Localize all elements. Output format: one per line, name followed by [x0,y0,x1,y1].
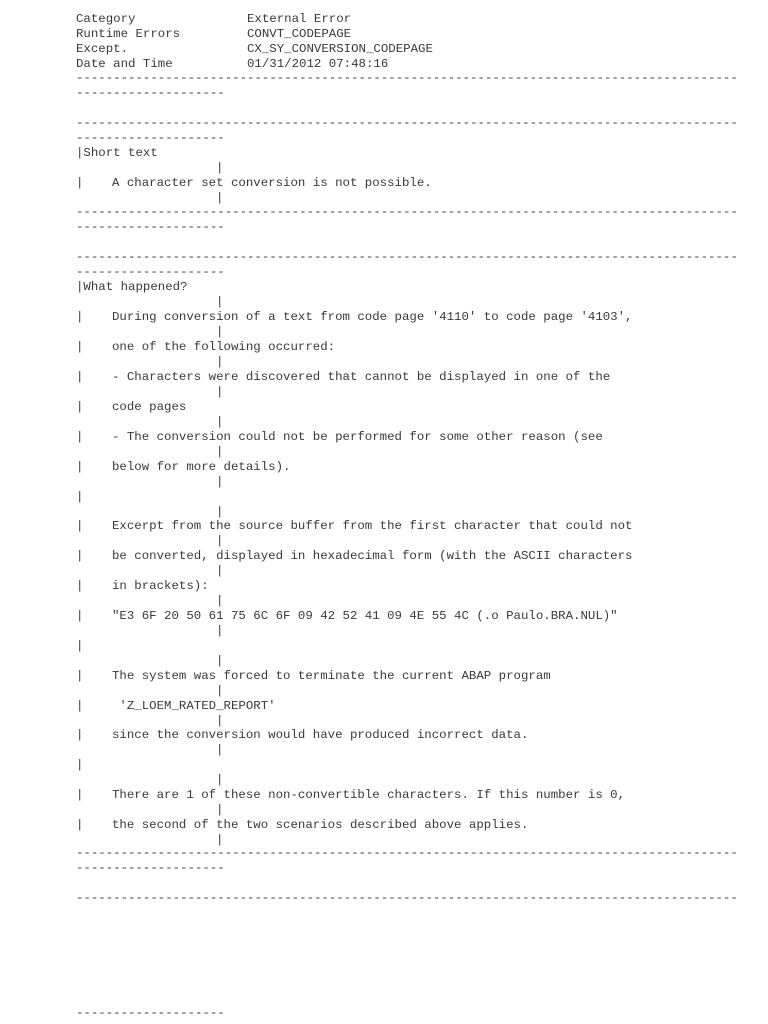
column-bar: | [216,714,224,728]
column-bar: | [216,743,224,757]
margin-bar: | [76,519,84,533]
exception-value: CX_SY_CONVERSION_CODEPAGE [247,42,433,56]
separator-rule-tail: -------------------- [76,220,225,234]
margin-bar: | [76,758,84,772]
hex-excerpt-line: "E3 6F 20 50 61 75 6C 6F 09 42 52 41 09 4E 55 4C (.o Paulo.BRA.NUL)" [112,609,618,623]
column-bar: | [216,594,224,608]
category-label: Category [76,12,136,26]
what-happened-line: be converted, displayed in hexadecimal form (with the ASCII characters [112,549,633,563]
what-happened-line: The system was forced to terminate the current ABAP program [112,669,551,683]
margin-bar: | [76,430,84,444]
separator-rule-tail: -------------------- [76,265,225,279]
margin-bar: | [76,549,84,563]
column-bar: | [216,415,224,429]
column-bar: | [216,191,224,205]
margin-bar: | [76,176,84,190]
short-text-line: A character set conversion is not possible. [112,176,432,190]
runtime-errors-label: Runtime Errors [76,27,181,41]
column-bar: | [216,803,224,817]
column-bar: | [216,564,224,578]
column-bar: | [216,624,224,638]
column-bar: | [216,355,224,369]
category-value: External Error [247,12,352,26]
margin-bar: | [76,579,84,593]
what-happened-line: below for more details). [112,460,291,474]
column-bar: | [216,385,224,399]
short-text-heading: |Short text [76,146,158,160]
margin-bar: | [76,818,84,832]
column-bar: | [216,325,224,339]
column-bar: | [216,505,224,519]
column-bar: | [216,654,224,668]
what-happened-line: one of the following occurred: [112,340,336,354]
exception-label: Except. [76,42,129,56]
margin-bar: | [76,340,84,354]
runtime-errors-value: CONVT_CODEPAGE [247,27,352,41]
separator-rule: ----------------------------------------------------------------------------------------- [76,846,738,860]
what-happened-line: - The conversion could not be performed for some other reason (see [112,430,603,444]
column-bar: | [216,833,224,847]
separator-rule-tail: -------------------- [76,86,225,100]
column-bar: | [216,773,224,787]
margin-bar: | [76,370,84,384]
program-name-line: 'Z_LOEM_RATED_REPORT' [112,699,276,713]
margin-bar: | [76,728,84,742]
margin-bar: | [76,310,84,324]
column-bar: | [216,475,224,489]
what-happened-line: - Characters were discovered that cannot be displayed in one of the [112,370,611,384]
date-time-label: Date and Time [76,57,173,71]
margin-bar: | [76,460,84,474]
separator-rule-tail: -------------------- [76,131,225,145]
what-happened-line: since the conversion would have produced incorrect data. [112,728,529,742]
separator-rule-tail: -------------------- [76,861,225,875]
what-happened-line: the second of the two scenarios described above applies. [112,818,529,832]
date-time-value: 01/31/2012 07:48:16 [247,57,389,71]
column-bar: | [216,534,224,548]
margin-bar: | [76,699,84,713]
margin-bar: | [76,788,84,802]
column-bar: | [216,684,224,698]
what-happened-line: in brackets): [112,579,209,593]
what-happened-line: Excerpt from the source buffer from the first character that could not [112,519,633,533]
what-happened-line: There are 1 of these non-convertible characters. If this number is 0, [112,788,626,802]
column-bar: | [216,295,224,309]
separator-rule: ----------------------------------------------------------------------------------------- [76,116,738,130]
what-happened-heading: |What happened? [76,280,188,294]
separator-rule-tail: -------------------- [76,1006,225,1020]
separator-rule: ----------------------------------------------------------------------------------------- [76,205,738,219]
separator-rule: ----------------------------------------------------------------------------------------- [76,250,738,264]
separator-rule: ----------------------------------------------------------------------------------------- [76,71,738,85]
column-bar: | [216,161,224,175]
column-bar: | [216,445,224,459]
margin-bar: | [76,639,84,653]
margin-bar: | [76,490,84,504]
what-happened-line: code pages [112,400,187,414]
margin-bar: | [76,669,84,683]
what-happened-line: During conversion of a text from code page '4110' to code page '4103', [112,310,633,324]
margin-bar: | [76,400,84,414]
margin-bar: | [76,609,84,623]
separator-rule: ----------------------------------------------------------------------------------------- [76,891,738,905]
